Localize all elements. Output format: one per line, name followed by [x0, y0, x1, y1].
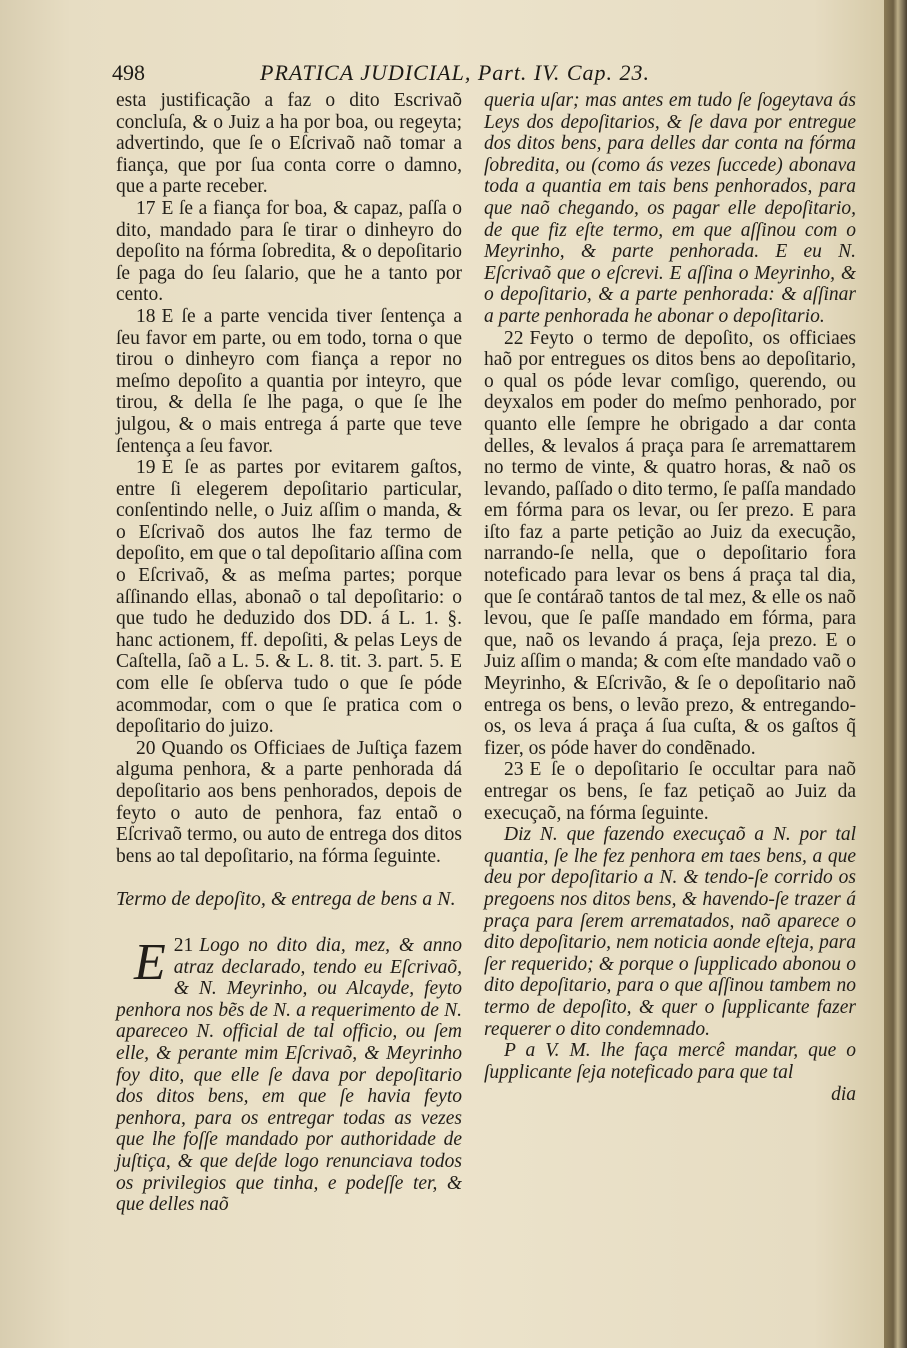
paragraph-17 — [116, 198, 462, 306]
paragraph-number: 18 — [136, 305, 156, 327]
page-edge — [884, 0, 907, 1348]
section-title: Termo de depoſito, & entrega de bens a N. — [116, 888, 456, 911]
paragraph-text: E ſe o depoſitario ſe occultar para naõ entregar os bens, ſe faz petiçaõ ao Juiz da execuçaõ, na fórma ſeguinte. — [484, 759, 856, 824]
paragraph-text: Feyto o termo de depoſito, os officiaes haõ por entregues os ditos bens ao depoſitario, o qual os póde levar comſigo, querendo, ou deyxalos em poder do meſmo penhorado, por quanto elle ſempre he obrigado a dar conta delles, & levalos á praça para ſe arremattarem no termo de vinte, & quatro horas, & naõ os levando, paſſado o dito termo, ſe paſſa mandado em fórma para os levar, ou ſer prezo. E para iſto faz a parte petição ao Juiz da execução, narrando-ſe nella, que o depoſitario fora noteficado para levar os bens á praça tal dia, que ſe contáraõ tantos de tal mez, & elle os naõ levou, que ſe paſſe mandado em fórma, para que, naõ os levando á praça, ſeja prezo. E o Juiz aſſim o manda; & com eſte mandado vaõ o Meyrinho, & Eſcrivão, & ſe o depoſitario naõ entrega os bens, o levão prezo, & entregando-os, os leva á praça á ſua cuſta, & os gaſtos q̃ fizer, os póde haver do condẽnado. — [484, 327, 857, 759]
left-column — [116, 90, 462, 1216]
right-column — [484, 90, 857, 1105]
paragraph-number: 20 — [136, 737, 156, 759]
catchword: dia — [831, 1083, 856, 1105]
paragraph-19 — [116, 457, 462, 738]
paragraph-text: E ſe a parte vencida tiver ſentença a ſeu favor em parte, ou em todo, torna o que tirou o dinheyro com fiança a repor no meſmo depoſito a quantia por inteyro, que tirou, & della ſe lhe paga, o que ſe lhe julgou, & o mais entrega á parte que teve ſentença a ſeu favor. — [116, 305, 462, 457]
paragraph-text: Quando os Officiaes de Juſtiça fazem alguma penhora, & a parte penhorada dá depoſitario aos bens penhorados, depois de feyto o auto de penhora, faz entaõ o Eſcrivaõ termo, ou auto de entrega dos ditos bens ao tal depoſitario, na fórma ſeguinte. — [116, 737, 462, 867]
petition-request: P a V. M. lhe faça mercê mandar, que o ſupplicante ſeja noteficado para que tal — [484, 1040, 856, 1083]
paragraph-number: 19 — [136, 457, 156, 479]
paragraph-18 — [116, 306, 462, 457]
paragraph-number: 21 — [173, 934, 194, 956]
petition-text: Diz N. que fazendo execuçaõ a N. por tal quantia, ſe lhe fez penhora em taes bens, a que deu por depoſitario a N. & tendo-ſe corrido os pregoens nos ditos bens, & havendo-ſe trazer á praça para ſerem arrematados, naõ aparece o dito depoſitario, nem noticia aonde eſteja, para ſer requerido; & porque o ſupplicado abonou o dito depoſitario, para o que aſſinou tambem no termo de depoſito, & quer o ſupplicante fazer requerer o dito condemnado. — [484, 824, 856, 1040]
paragraph-20 — [116, 738, 462, 868]
paragraph-number: 22 — [504, 327, 524, 349]
paragraph-21 — [116, 935, 462, 1216]
drop-cap: E — [134, 933, 166, 991]
paragraph-text: E ſe as partes por evitarem gaſtos, entre ſi elegerem depoſitario particular, conſentindo nelle, o Juiz aſſim o manda, & o Eſcrivaõ dos autos lhe faz termo de depoſito, em que o tal depoſitario aſſina com o Eſcrivaõ, & as meſma partes; porque aſſinando ellas, abonaõ o tal depoſitario: o que tudo he deduzido dos DD. á L. 1. §. hanc actionem, ff. depoſiti, & pelas Leys de Caſtella, ſaõ a L. 5. & L. 8. tit. 3. part. 5. E com elle ſe obſerva tudo o que ſe póde acommodar, com o que ſe pratica com o depoſitario do juizo. — [116, 457, 462, 738]
paragraph-23 — [484, 759, 856, 824]
page-number: 498 — [112, 60, 145, 85]
page-header — [112, 60, 752, 90]
paragraph-21-continued: queria uſar; mas antes em tudo ſe ſogeytava ás Leys dos depoſitarios, & ſe dava por entregue dos ditos bens, para delles dar conta na fórma ſobredita, ou (como ás vezes ſuccede) abonava toda a quantia em tais bens penhorados, para que naõ chegando, os pagar elle depoſitario, de que fiz eſte termo, em que aſſinou com o Meyrinho, & parte penhorada. E eu N. Eſcrivaõ que o eſcrevi. E aſſina o Meyrinho, & o depoſitario, & a parte penhorada: & aſſinar a parte penhorada he abonar o depoſitario. — [484, 90, 856, 327]
paragraph-text: E ſe a fiança for boa, & capaz, paſſa o dito, mandado para ſe tirar o dinheyro do depoſito na fórma ſobredita, & o depoſitario ſe paga do ſeu ſalario, que he a tanto por cento. — [116, 197, 462, 306]
paragraph-text: Logo no dito dia, mez, & anno atraz declarado, tendo eu Eſcrivaõ, & N. Meyrinho, ou Alcayde, feyto penhora nos bẽs de N. a requerimento de N. apareceo N. official de tal officio, ou ſem elle, & perante mim Eſcrivaõ, & Meyrinho foy dito, que elle ſe dava por depoſitario dos ditos bens, em que ſe havia feyto penhora, para os entregar todas as vezes que lhe foſſe mandado por authoridade de juſtiça, & que deſde logo renunciava todos os privilegios que tinha, e podeſſe ter, & que delles naõ — [116, 934, 462, 1216]
paragraph-continued: esta justificação a faz o dito Escrivaõ concluſa, & o Juiz a ha por boa, ou regeyta; advertindo, que ſe o Eſcrivaõ naõ tomar a fiança, que por ſua conta corre o damno, que a parte receber. — [116, 90, 462, 198]
paragraph-22 — [484, 328, 856, 760]
paragraph-number: 23 — [504, 759, 524, 781]
paragraph-number: 17 — [136, 197, 156, 219]
running-title: PRATICA JUDICIAL, Part. IV. Cap. 23. — [260, 60, 651, 85]
